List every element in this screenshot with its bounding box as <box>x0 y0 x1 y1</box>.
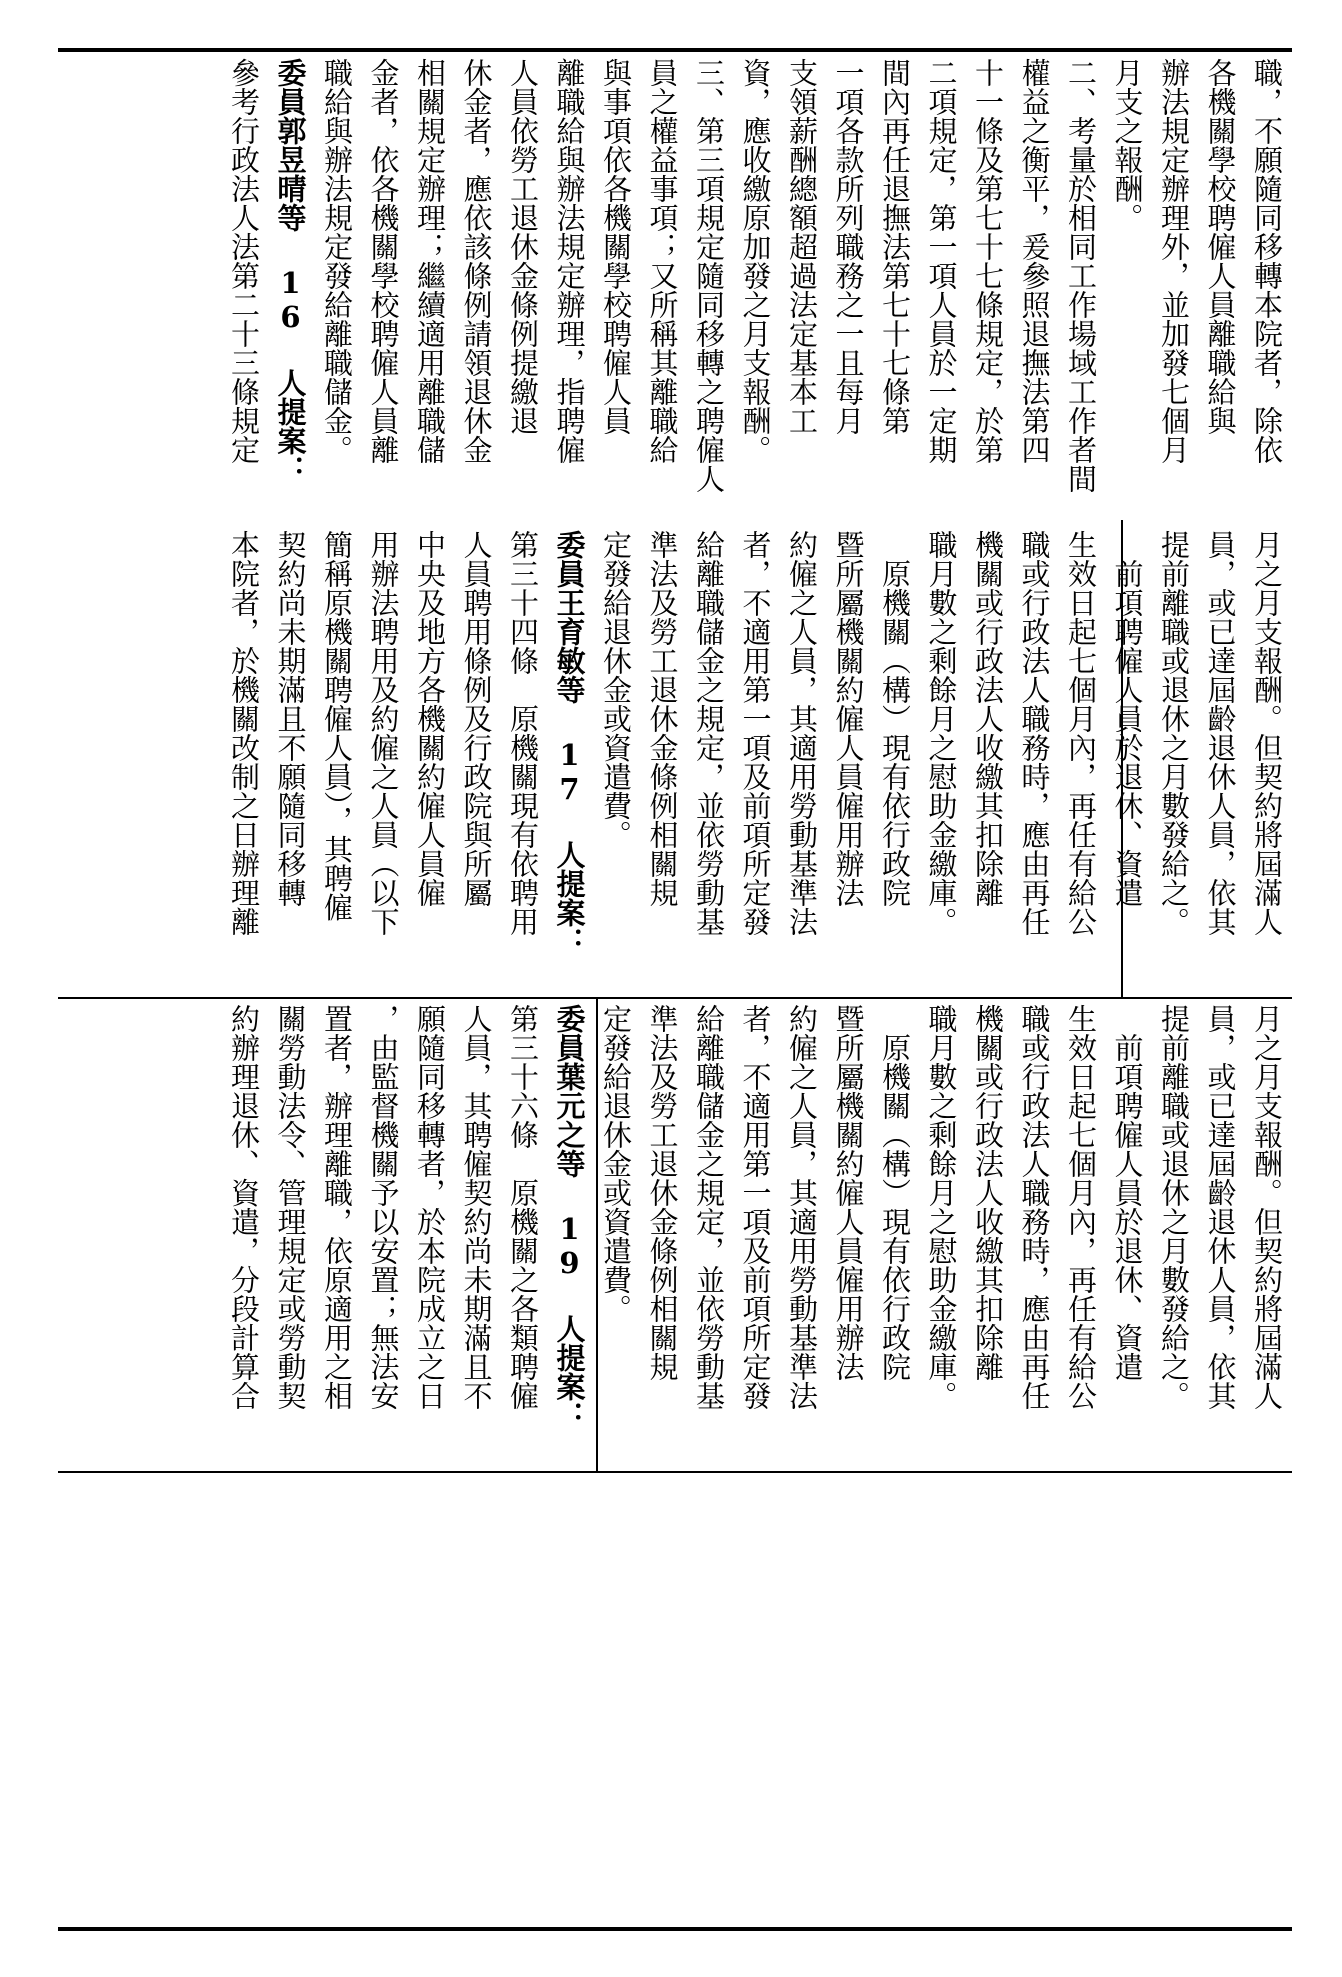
text-line: 約辦理退休、資遣，分段計算合 <box>227 1004 261 1410</box>
text-line: 人員，其聘僱契約尚未期滿且不 <box>459 1004 494 1410</box>
text-line: 定發給退休金或資遣費。 <box>599 1004 633 1323</box>
text-line: 第三十四條 原機關現有依聘用 <box>506 530 540 936</box>
text-line: 間內再任退撫法第七十七條第 <box>878 58 912 435</box>
text-line: 用辦法聘用及約僱之人員（以下 <box>366 530 401 936</box>
text-column-top-right <box>60 58 1290 503</box>
text-column-top-middle <box>60 530 1290 990</box>
text-line: 權益之衡平，爰參照退撫法第四 <box>1017 58 1052 464</box>
text-line: 一項各款所列職務之一且每月 <box>831 58 866 435</box>
text-line: 二、考量於相同工作場域工作者間 <box>1064 58 1098 493</box>
text-line: 員，或已達屆齡退休人員，依其 <box>1203 1004 1238 1410</box>
text-line: 前項聘僱人員於退休、資遣 <box>1110 1004 1145 1381</box>
text-line: 提前離職或退休之月數發給之。 <box>1157 1004 1191 1410</box>
text-line: 相關規定辦理；繼續適用離職儲 <box>413 58 447 464</box>
proposer-heading: 委員郭昱晴等 16 人提案： <box>273 58 308 484</box>
top-rule <box>58 48 1292 52</box>
text-line: 暨所屬機關約僱人員僱用辦法 <box>831 530 866 907</box>
text-line: 員之權益事項；又所稱其離職給 <box>645 58 680 464</box>
text-line: 各機關學校聘僱人員離職給與 <box>1203 58 1238 435</box>
text-line: 給離職儲金之規定，並依勞動基 <box>692 530 726 936</box>
text-line: 本院者，於機關改制之日辦理離 <box>227 530 261 936</box>
text-line: 月支之報酬。 <box>1110 58 1145 232</box>
text-line: 休金者，應依該條例請領退休金 <box>459 58 494 464</box>
text-line: 機關或行政法人收繳其扣除離 <box>971 1004 1005 1381</box>
text-line: 準法及勞工退休金條例相關規 <box>645 530 680 907</box>
text-line: 月之月支報酬。但契約將屆滿人 <box>1250 530 1284 936</box>
text-line: 第三十六條 原機關之各類聘僱 <box>506 1004 540 1410</box>
text-line: 金者，依各機關學校聘僱人員離 <box>366 58 401 464</box>
text-line: 置者，辦理離職，依原適用之相 <box>320 1004 354 1410</box>
text-line: 職或行政法人職務時，應由再任 <box>1017 1004 1052 1410</box>
text-line: 資，應收繳原加發之月支報酬。 <box>738 58 773 464</box>
text-line: 職給與辦法規定發給離職儲金。 <box>320 58 354 464</box>
text-line: 三、第三項規定隨同移轉之聘僱人 <box>692 58 726 493</box>
text-line: 生效日起七個月內，再任有給公 <box>1064 530 1098 936</box>
lower-band-bottom-rule <box>58 1471 1292 1473</box>
text-line: 原機關（構）現有依行政院 <box>878 530 912 907</box>
text-line: 暨所屬機關約僱人員僱用辦法 <box>831 1004 866 1381</box>
text-line: 生效日起七個月內，再任有給公 <box>1064 1004 1098 1410</box>
text-line: 簡稱原機關聘僱人員），其聘僱 <box>320 530 354 922</box>
text-line: 職或行政法人職務時，應由再任 <box>1017 530 1052 936</box>
proposer-heading: 委員葉元之等 19 人提案： <box>552 1004 587 1430</box>
text-line: 人員依勞工退休金條例提繳退 <box>506 58 540 435</box>
text-line: 者，不適用第一項及前項所定發 <box>738 530 773 936</box>
text-line: 前項聘僱人員於退休、資遣 <box>1110 530 1145 907</box>
text-line: 約僱之人員，其適用勞動基準法 <box>785 1004 819 1410</box>
text-line: 二項規定，第一項人員於一定期 <box>924 58 959 464</box>
text-line: 者，不適用第一項及前項所定發 <box>738 1004 773 1410</box>
text-line: 支領薪酬總額超過法定基本工 <box>785 58 819 435</box>
text-line: 參考行政法人法第二十三條規定 <box>227 58 261 464</box>
text-line: 關勞動法令、管理規定或勞動契 <box>273 1004 308 1410</box>
text-line: 十一條及第七十七條規定，於第 <box>971 58 1005 464</box>
text-line: 準法及勞工退休金條例相關規 <box>645 1004 680 1381</box>
text-line: 定發給退休金或資遣費。 <box>599 530 633 849</box>
text-line: 月之月支報酬。但契約將屆滿人 <box>1250 1004 1284 1410</box>
text-line: 與事項依各機關學校聘僱人員 <box>599 58 633 435</box>
text-line: 原機關（構）現有依行政院 <box>878 1004 912 1381</box>
proposer-heading: 委員王育敏等 17 人提案： <box>552 530 587 956</box>
text-line: 職月數之剩餘月之慰助金繳庫。 <box>924 1004 959 1410</box>
text-line: 人員聘用條例及行政院與所屬 <box>459 530 494 907</box>
text-line: 辦法規定辦理外，並加發七個月 <box>1157 58 1191 464</box>
text-line: 願隨同移轉者，於本院成立之日 <box>413 1004 447 1410</box>
text-line: 中央及地方各機關約僱人員僱 <box>413 530 447 907</box>
text-line: 離職給與辦法規定辦理，指聘僱 <box>552 58 587 464</box>
text-line: 給離職儲金之規定，並依勞動基 <box>692 1004 726 1410</box>
text-line: ，由監督機關予以安置；無法安 <box>366 1004 401 1410</box>
text-line: 約僱之人員，其適用勞動基準法 <box>785 530 819 936</box>
text-column-lower-left <box>60 1004 1290 1464</box>
text-line: 職月數之剩餘月之慰助金繳庫。 <box>924 530 959 936</box>
text-line: 機關或行政法人收繳其扣除離 <box>971 530 1005 907</box>
text-line: 提前離職或退休之月數發給之。 <box>1157 530 1191 936</box>
text-line: 職，不願隨同移轉本院者，除依 <box>1250 58 1284 464</box>
text-line: 員，或已達屆齡退休人員，依其 <box>1203 530 1238 936</box>
bottom-rule <box>58 1927 1292 1931</box>
text-line: 契約尚未期滿且不願隨同移轉 <box>273 530 308 907</box>
upper-band-bottom-rule <box>58 997 1292 999</box>
